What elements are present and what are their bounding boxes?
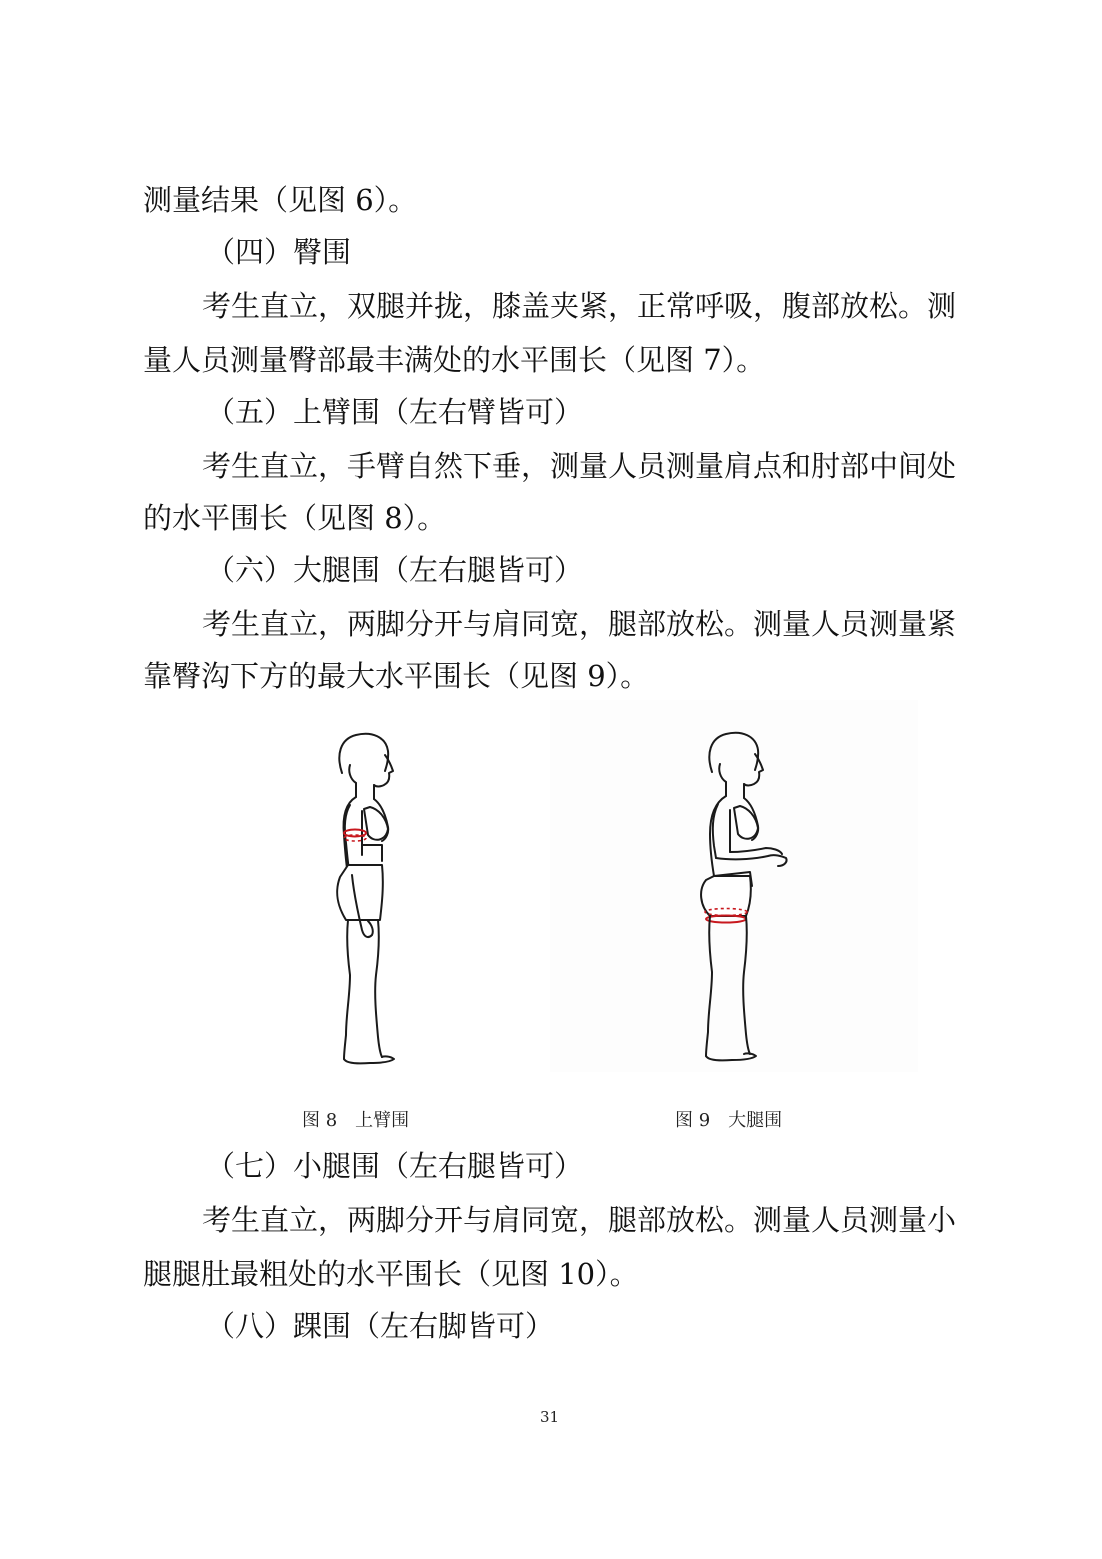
- figure-8-upper-arm-illustration: [290, 725, 440, 1070]
- section-heading-thigh: （六）大腿围（左右腿皆可）: [206, 553, 584, 587]
- figure-8-caption: 图 8 上臂围: [302, 1110, 410, 1131]
- text-line-12: 考生直立，两脚分开与肩同宽，腿部放松。测量人员测量小: [202, 1203, 957, 1237]
- text-line-4: 量人员测量臀部最丰满处的水平围长（见图 7）。: [143, 343, 766, 377]
- text-line-3: 考生直立，双腿并拢，膝盖夹紧，正常呼吸，腹部放松。测: [202, 289, 957, 323]
- page-number: 31: [540, 1408, 560, 1426]
- text-line-1: 测量结果（见图 6）。: [143, 183, 418, 217]
- figure-9-caption: 图 9 大腿围: [675, 1110, 783, 1131]
- section-heading-ankle: （八）踝围（左右脚皆可）: [206, 1309, 555, 1343]
- figure-9-thigh-illustration: [550, 700, 918, 1072]
- section-heading-hip: （四）臀围: [206, 235, 352, 269]
- text-line-13: 腿腿肚最粗处的水平围长（见图 10）。: [143, 1257, 639, 1291]
- text-line-9: 考生直立，两脚分开与肩同宽，腿部放松。测量人员测量紧: [202, 607, 957, 641]
- section-heading-calf: （七）小腿围（左右腿皆可）: [206, 1149, 584, 1183]
- text-line-10: 靠臀沟下方的最大水平围长（见图 9）。: [143, 659, 650, 693]
- section-heading-upper-arm: （五）上臂围（左右臂皆可）: [206, 395, 584, 429]
- text-line-6: 考生直立，手臂自然下垂，测量人员测量肩点和肘部中间处: [202, 449, 957, 483]
- text-line-7: 的水平围长（见图 8）。: [143, 501, 447, 535]
